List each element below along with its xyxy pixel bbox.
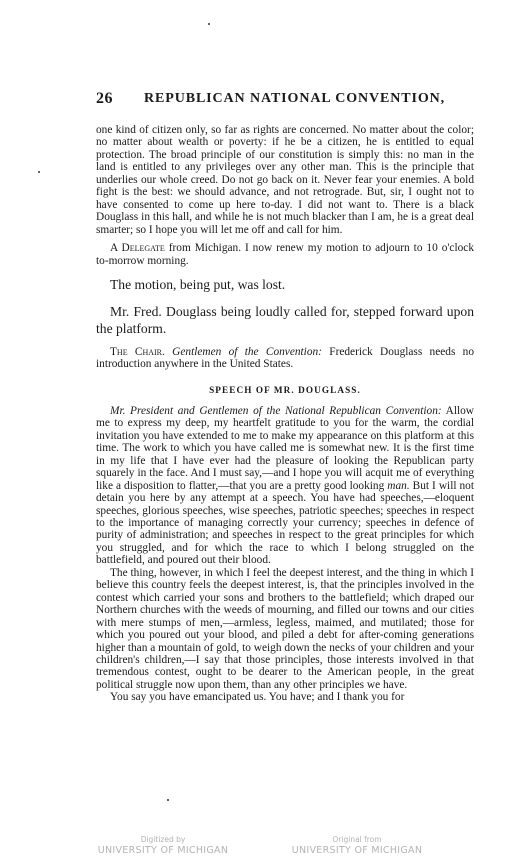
paragraph-douglass-called: Mr. Fred. Douglass being loudly called for, stepped forward upon the platform.: [96, 303, 474, 336]
speaker-name: A Delegate: [110, 242, 165, 255]
footer-institution: UNIVERSITY OF MICHIGAN: [97, 845, 229, 856]
running-title: REPUBLICAN NATIONAL CONVENTION,: [144, 91, 446, 106]
paragraph-speech-opening: [96, 405, 474, 567]
paragraph-principles: The thing, however, in which I feel the deepest interest, and the thing in which I believe this country feels the deepest interest, is, that the principles involved in the contest which carried your sons and brothers to the battlefield; which draped our Northern churches with the weeds of mourning, and filled our towns and our cities with mere stumps of men,—armless, legless, maimed, and mutilated; those for which you poured out your blood, and piled a debt for after-coming generations higher than a mountain of gold, to weigh down the necks of your children and your children's children,—I say that those principles, those interests involved in that tremendous contest, ought to be dearer to the American people, in the great political struggle now upon them, than any other principles we have.: [96, 566, 474, 691]
scan-speck: [208, 23, 210, 25]
scan-speck: [167, 799, 169, 801]
footer-original: [272, 835, 442, 856]
paragraph-text: from Michigan. I now renew my motion to adjourn to 10 o'clock to-morrow morning.: [96, 242, 474, 267]
scan-speck: [38, 171, 40, 173]
footer-institution: UNIVERSITY OF MICHIGAN: [291, 845, 423, 856]
paragraph-text: Frederick Douglass needs no introduction anywhere in the United States.: [96, 345, 475, 371]
paragraph-text: Allow me to express my deep, my heartfelt gratitude to you for the warm, the cordial invitation you have extended to me to make my appearance on this platform at this time. The work to which you have called me is somewhat new. It is the first time in my life that I have ever had the pleasure of looking the Republican party squarely in the face. And I must say,—and I hope you will acquit me of everything like a disposition to flatter,—that you are a pretty good looking: [96, 404, 474, 492]
page-header: [96, 90, 456, 110]
paragraph-text: But I will not detain you here by any attempt at a speech. You have had speeches,—eloquent speeches, glorious speeches, wise speeches, patriotic speeches; speeches in respect to the importance of managing correctly your currency; speeches in defence of purity of administration; and speeches in respect to the great principles for which you struggled, and for which the race to which I belong struggled on the battlefield, and poured out their blood.: [96, 479, 474, 567]
footer-small-text: Original from: [332, 835, 382, 844]
page-number: 26: [96, 90, 113, 107]
paragraph-continued-speech: one kind of citizen only, so far as rights are concerned. No matter about the color; no matter about wealth or poverty: if he be a citizen, he is entitled to equal protection. The broad principle of our constitution is simply this: no man in the land is entitled to any privileges over any other man. This is the principle that underlies our whole creed. Do not go back on it. Never fear your enemies. A bold fight is the best: we should advance, and not retrograde. But, sir, I ought not to have consented to come up here to-day. I did not want to. There is a black Douglass in this hall, and while he is not much blacker than I am, he is a great deal smarter; so I hope you will let me off and call for him.: [96, 124, 474, 236]
speaker-name: The Chair.: [110, 345, 165, 358]
footer-small-text: Digitized by: [140, 835, 186, 844]
italic-emphasis: man.: [387, 479, 410, 492]
italic-address: Gentlemen of the Convention:: [172, 345, 322, 358]
paragraph-chair: [96, 346, 474, 371]
footer-digitized: [78, 835, 248, 856]
section-heading: SPEECH OF MR. DOUGLASS.: [209, 384, 361, 395]
paragraph-motion-result: The motion, being put, was lost.: [110, 276, 286, 292]
italic-salutation: Mr. President and Gentlemen of the National Republican Convention:: [110, 404, 442, 417]
paragraph-emancipated: You say you have emancipated us. You have; and I thank you for: [110, 691, 405, 704]
page-body: [96, 124, 474, 704]
paragraph-delegate-motion: [96, 242, 474, 267]
